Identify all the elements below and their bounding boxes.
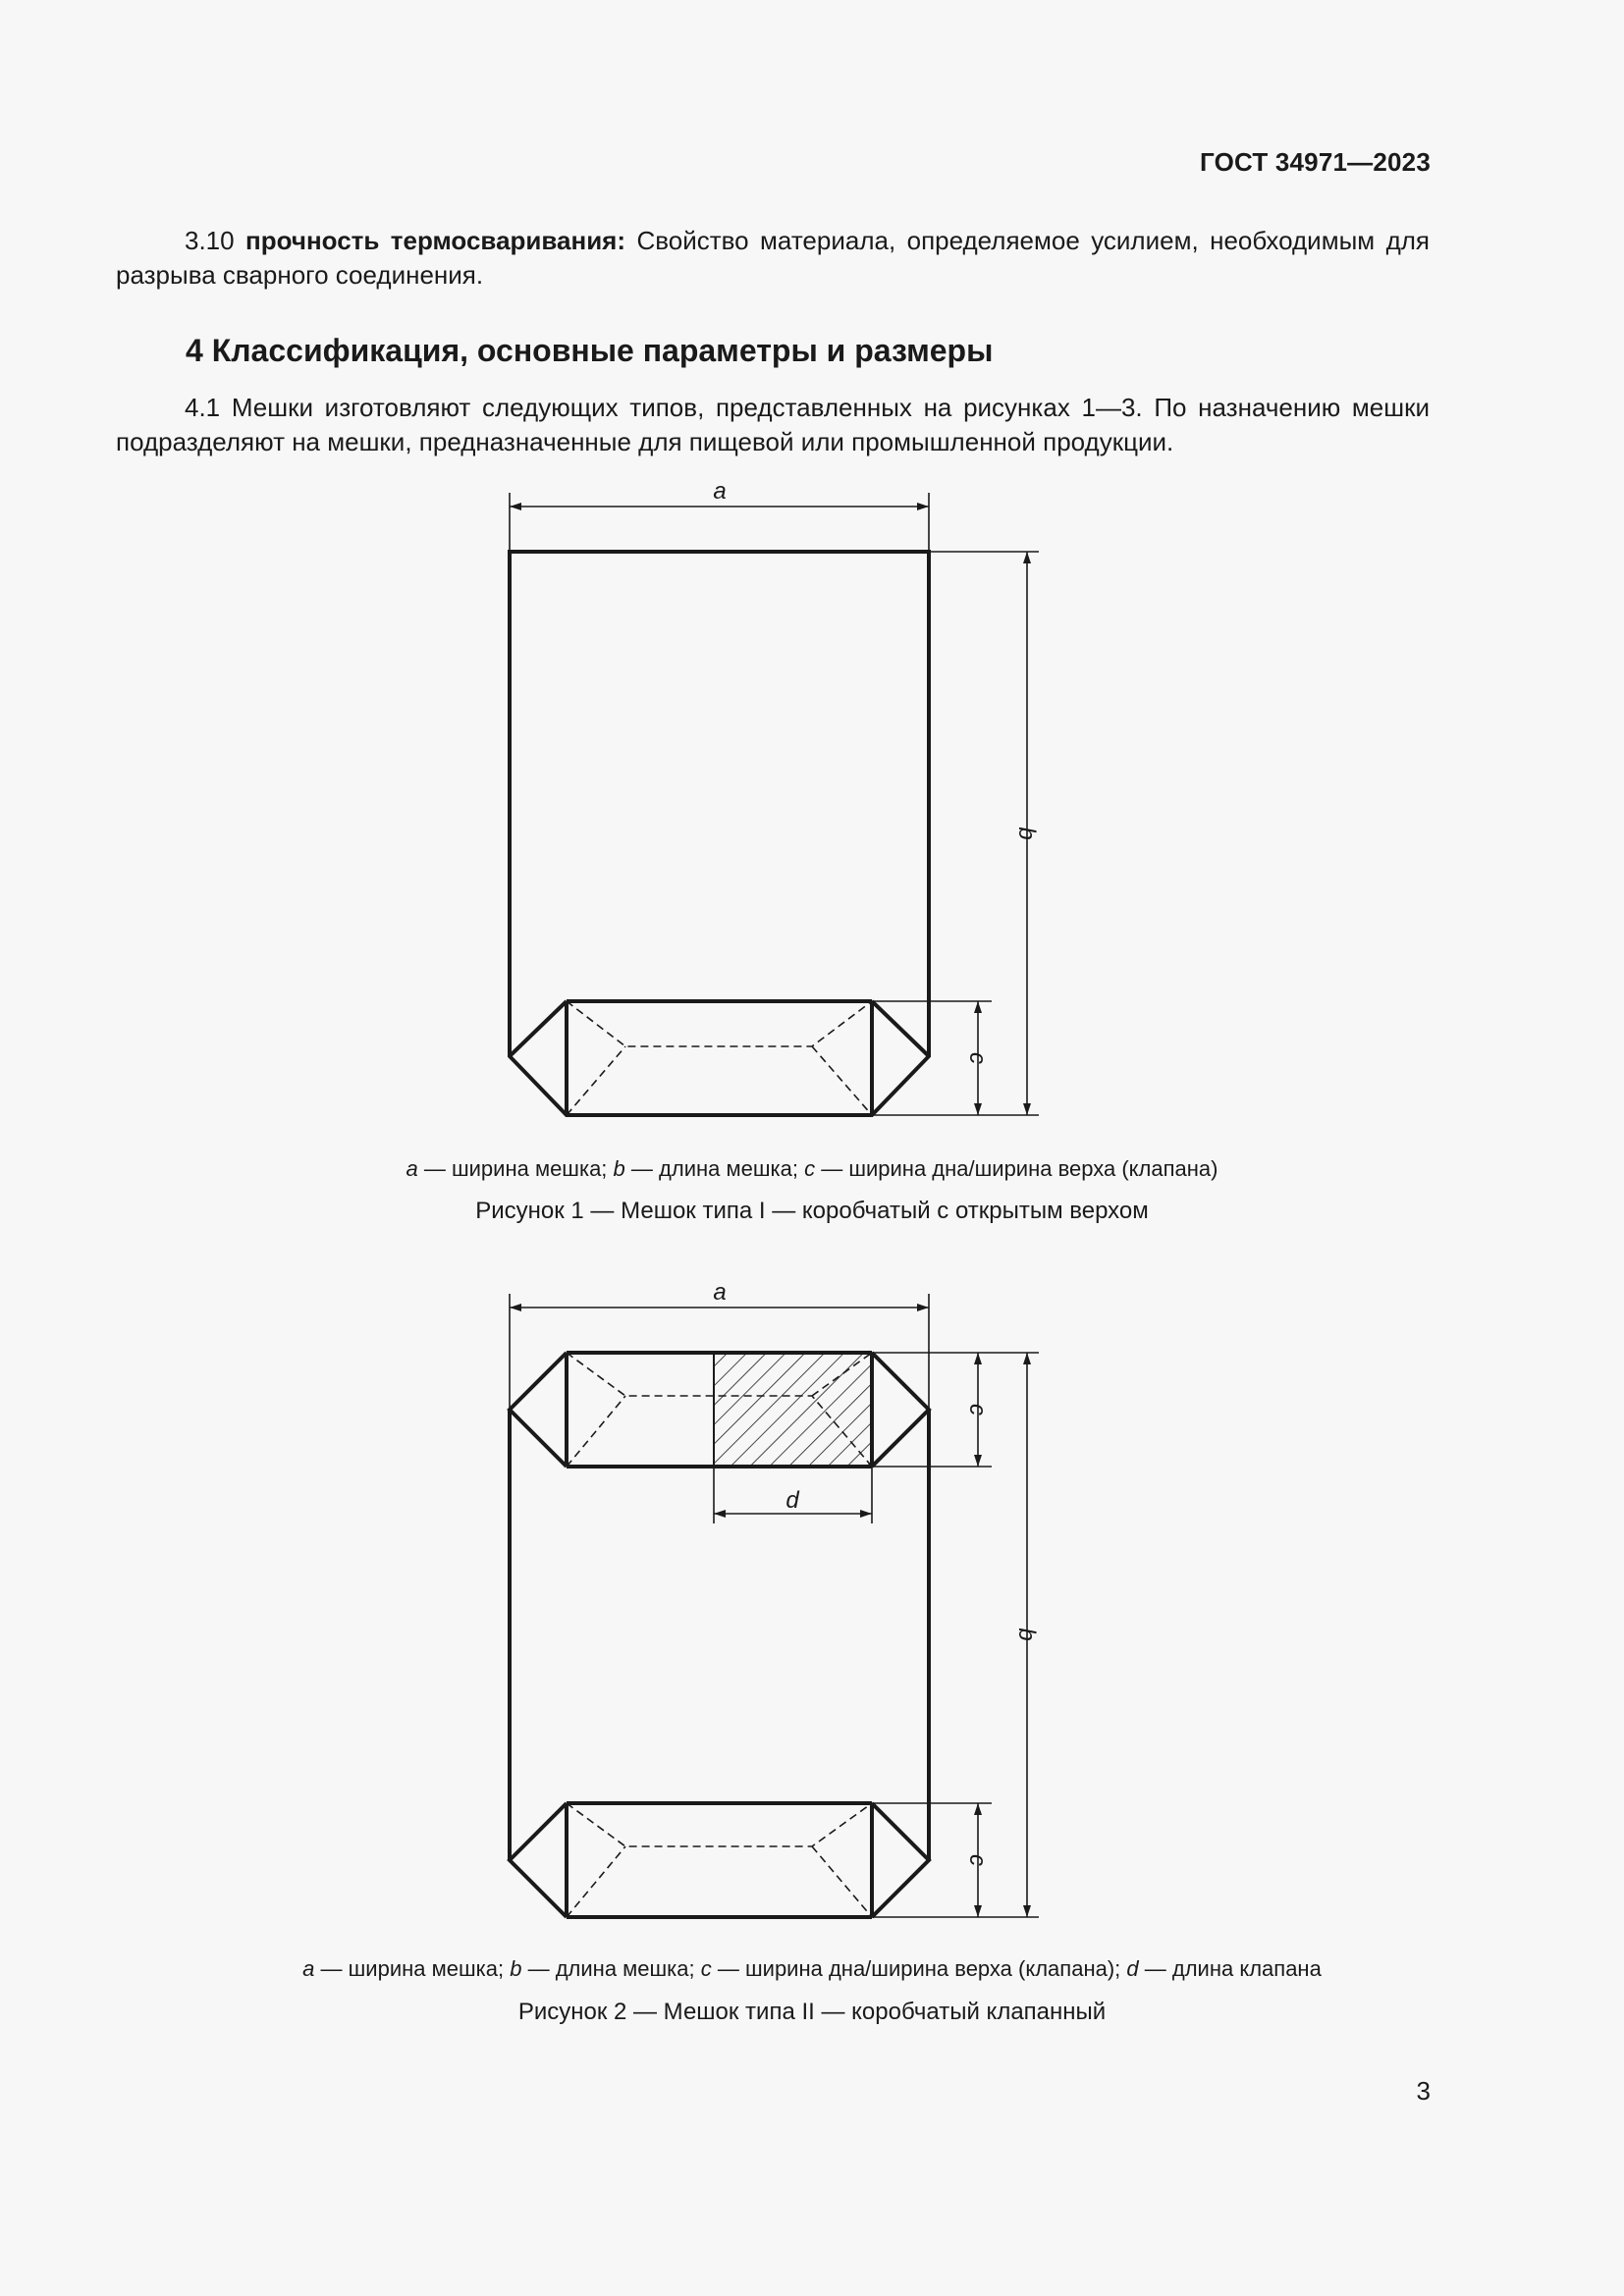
figure-2-drawing xyxy=(510,1294,1039,1917)
figure-1-legend: a — ширина мешка; b — длина мешка; c — ширина дна/ширина верха (клапана) xyxy=(406,1156,1218,1181)
fig2-label-c-top: c xyxy=(964,1404,991,1415)
fig1-label-b: b xyxy=(1013,827,1040,840)
clause-4-1-text: 4.1 Мешки изготовляют следующих типов, представленных на рисунках 1—3. По назначению мешки подразделяют на мешки, предназначенные для пищевой или промышленной продукции. xyxy=(116,393,1430,456)
fig2-label-b: b xyxy=(1013,1628,1040,1641)
fig2-label-c-bottom: c xyxy=(964,1854,991,1866)
fig1-bag-outline xyxy=(510,552,929,1115)
clause-definition: Свойство материала, определяемое усилием, необходимым для разрыва сварного соединения. xyxy=(116,226,1430,290)
figure-1-drawing xyxy=(510,493,1039,1115)
page-number: 3 xyxy=(1416,2076,1431,2106)
document-code: ГОСТ 34971—2023 xyxy=(1200,147,1431,177)
clause-term: прочность термосваривания: xyxy=(245,226,626,255)
figure-2-caption: Рисунок 2 — Мешок типа II — коробчатый клапанный xyxy=(517,1999,1107,2025)
fig1-fold-lines xyxy=(567,1001,872,1115)
fig1-label-a: a xyxy=(713,478,727,505)
fig2-label-d: d xyxy=(785,1487,799,1514)
section-title: 4 Классификация, основные параметры и размеры xyxy=(186,333,994,368)
figure-2-legend: a — ширина мешка; b — длина мешка; c — ширина дна/ширина верха (клапана); d — длина клапана xyxy=(302,1956,1322,1981)
clause-number: 3.10 xyxy=(185,226,235,255)
fig2-label-a: a xyxy=(713,1279,727,1306)
fig1-label-c: c xyxy=(964,1052,991,1064)
figure-1-caption: Рисунок 1 — Мешок типа I — коробчатый с открытым верхом xyxy=(475,1198,1149,1224)
